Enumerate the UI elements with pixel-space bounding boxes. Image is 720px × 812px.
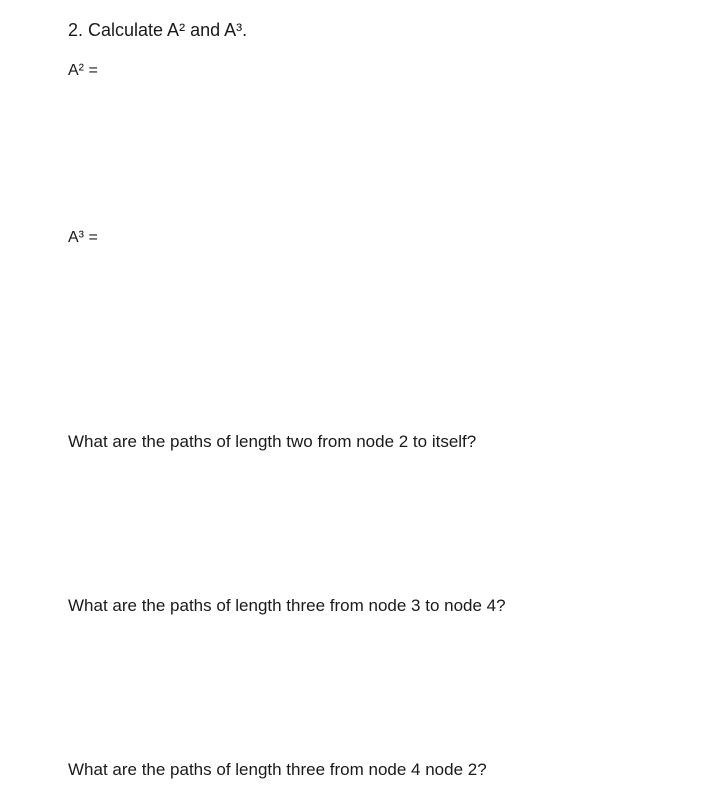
a-cubed-label: A³ = bbox=[68, 229, 98, 246]
question-paths-length-three-node-3-to-4: What are the paths of length three from node 3 to node 4? bbox=[68, 596, 506, 615]
question-paths-length-three-node-4-to-2: What are the paths of length three from node 4 node 2? bbox=[68, 760, 487, 779]
a-squared-label: A² = bbox=[68, 62, 98, 79]
problem-heading: 2. Calculate A² and A³. bbox=[68, 20, 248, 40]
question-paths-length-two-node-2: What are the paths of length two from node 2 to itself? bbox=[68, 432, 477, 451]
